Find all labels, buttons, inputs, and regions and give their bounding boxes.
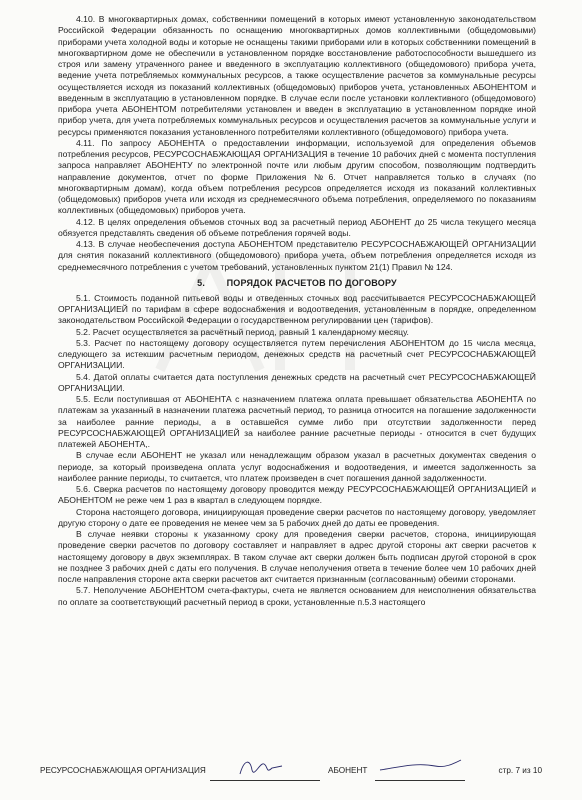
clause-5-2: 5.2. Расчет осуществляется за расчётный период, равный 1 календарному месяцу. [76,326,409,337]
footer-page-number: стр. 7 из 10 [498,766,542,775]
page-footer [40,762,542,782]
clause-5-4: 5.4. Датой оплаты считается дата поступления денежных средств на расчетный счет РЕСУРСОСНАБЖАЮЩЕЙ ОРГАНИЗАЦИИ. [58,371,536,393]
org-signature-line [210,762,320,781]
abonent-signature-line [375,762,465,781]
section-5-heading: 5. ПОРЯДОК РАСЧЕТОВ ПО ДОГОВОРУ [197,277,397,288]
footer-org-label: РЕСУРСОСНАБЖАЮЩАЯ ОРГАНИЗАЦИЯ [40,766,206,775]
clause-5-6-notice: Сторона настоящего договора, инициирующая проведение сверки расчетов по настоящему договору, уведомляет другую сторону о дате ее проведения не менее чем за 5 рабочих дней до даты ее проведения. [58,506,536,528]
abonent-signature [375,756,465,778]
org-signature [210,756,320,778]
clause-5-3: 5.3. Расчет по настоящему договору осуществляется путем перечисления АБОНЕНТОМ до 15 числа месяца, следующего за истекшим расчетным периодом, денежных средств на расчетный счет РЕСУРСОСНАБЖАЮЩЕЙ ОРГАНИЗАЦИИ. [58,337,536,371]
section-5-paragraphs [58,293,536,608]
clause-5-5-continued: В случае если АБОНЕНТ не указал или ненадлежащим образом указал в расчетных документах сведения о периоде, за который произведена оплата услуг водоснабжения и водоотведения, и имеется задолженность за наиболее ранние периоды, то считается, что платеж произведен в счет погашения данной задолженности. [58,450,536,483]
clause-4-11: 4.11. По запросу АБОНЕНТА о предоставлении информации, используемой для определения объемов потребления ресурсов, РЕСУРСОСНАБЖАЮЩАЯ ОРГАНИЗАЦИЯ в течение 10 рабочих дней с момента поступления запроса направляет АБОНЕНТУ по электронной почте или любым другим способом, позволяющим подтвердить направление документов, отчет по форме Приложения №6. Отчет направляется только в случаях (по многоквартирным домам), когда объем потребления ресурсов определяется исходя из показаний коллективных (общедомовых) приборов учета или исходя из среднемесячного объема потребления, определяемого по показаниям коллективных (общедомовых) приборов учета. [58,137,536,216]
top-paragraphs [58,14,536,273]
clause-5-6: 5.6. Сверка расчетов по настоящему договору проводится между РЕСУРСОСНАБЖАЮЩЕЙ ОРГАНИЗАЦИЕЙ и АБОНЕНТОМ не реже чем 1 раз в квартал в следующем порядке. [58,484,536,506]
clause-5-7: 5.7. Неполучение АБОНЕНТОМ счета-фактуры, счета не является основанием для неисполнения обязательства по оплате за соответствующий расчетный период в сроки, установленные п.5.3 настоящего [58,585,536,607]
clause-5-6-nonappearance: В случае неявки стороны к указанному сроку для проведения сверки расчетов, сторона, инициирующая проведение сверки расчетов по договору составляет и направляет в адрес другой стороны акт сверки расчетов к настоящему договору в двух экземплярах. В таком случае акт сверки должен быть подписан другой стороной в срок не позднее 3 рабочих дней с даты его получения. В случае неполучения ответа в течение более чем 10 рабочих дней после направления стороне акта сверки расчетов акт считается признанным (согласованным) обеими сторонами. [58,529,536,584]
clause-4-12: 4.12. В целях определения объемов сточных вод за расчетный период АБОНЕНТ до 25 числа текущего месяца обязуется представлять сведения об объеме потребления горячей воды. [58,216,536,238]
clause-4-13: 4.13. В случае необеспечения доступа АБОНЕНТОМ представителю РЕСУРСОСНАБЖАЮЩЕЙ ОРГАНИЗАЦИИ для снятия показаний коллективного (общедомового) прибора учета, объем потребления определяется исходя из среднемесячного потребления с учетом требований, установленных пунктом 21(1) Правил № 124. [58,239,536,272]
clause-5-1: 5.1. Стоимость поданной питьевой воды и отведенных сточных вод рассчитывается РЕСУРСОСНАБЖАЮЩЕЙ ОРГАНИЗАЦИЕЙ по тарифам в сфере водоснабжения и водоотведения, установленным в порядке, определенном законодательством Российской Федерации о государственном регулировании цен (тарифов). [58,292,536,326]
clause-5-5: 5.5. Если поступившая от АБОНЕНТА с назначением платежа оплата превышает обязательства АБОНЕНТА по платежам за указанный в назначении платежа расчетный период, то разница относится на погашение задолженности за наиболее ранние периоды, а в оставшейся сумме либо при отсутствии задолженности перед РЕСУРСОСНАБЖАЮЩЕЙ ОРГАНИЗАЦИЕЙ за наиболее ранние расчетные периоды - относится в счет будущих платежей АБОНЕНТА,. [58,394,536,449]
clause-4-10: 4.10. В многоквартирных домах, собственники помещений в которых имеют установленную законодательством Российской Федерации обязанность по оснащению многоквартирных домов коллективными (общедомовыми) приборами учета холодной воды и которые не оснащены такими приборами или в которых собственники помещений в многоквартирном доме не обеспечили в установленном порядке восстановление работоспособности вышедшего из строя или замену утраченного ранее и введенного в эксплуатацию коллективного (общедомового) прибора учета, ведение учета потребляемых коммунальных ресурсов, а также осуществление расчетов за коммунальные ресурсы осуществляется исходя из показаний коллективных (общедомовых) приборов учета, установленных АБОНЕНТОМ и введенным в эксплуатацию в установленном порядке. В случае если после установки коллективного (общедомового) прибора учета АБОНЕНТОМ потребителями установлен и введен в эксплуатацию в установленном порядке иной прибор учета, для учета потребляемых коммунальных ресурсов и осуществления расчетов за коммунальные услуги и ресурсы применяются показания установленного потребителями коллективного (общедомового) прибора учета. [58,14,536,137]
footer-abonent-label: АБОНЕНТ [328,766,368,775]
